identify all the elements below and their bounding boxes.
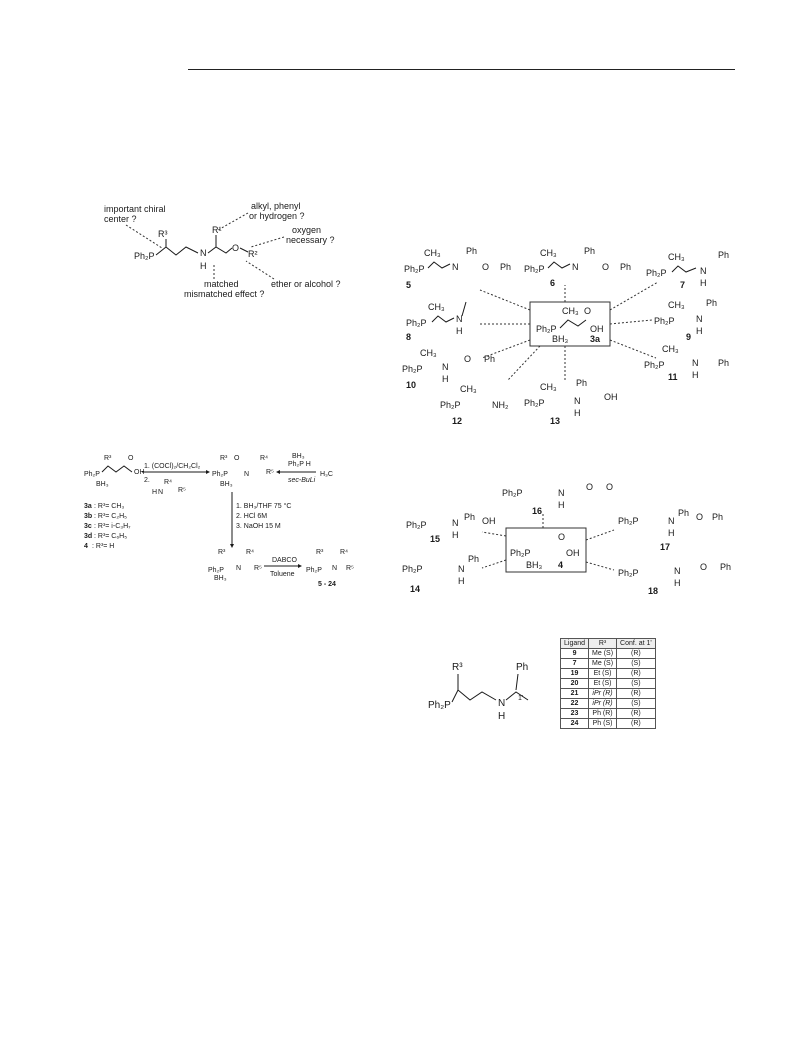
cell-ligand: 9 bbox=[561, 649, 589, 659]
col-r3: R³ bbox=[589, 639, 617, 649]
c6-ph2p: Ph₂P bbox=[524, 264, 545, 274]
c18-h: H bbox=[674, 578, 681, 588]
s3-amide-r4: R⁴ bbox=[260, 455, 269, 462]
compound-18: 18 bbox=[648, 586, 659, 596]
s3-prod-ph2p: Ph₂P bbox=[306, 567, 322, 574]
c6-ch3: CH₃ bbox=[540, 248, 557, 258]
c6-ph2: Ph bbox=[620, 262, 632, 272]
s3-h3c: H₃C bbox=[320, 471, 333, 478]
scheme-4-derivatives bbox=[398, 470, 758, 600]
table-row bbox=[561, 709, 656, 719]
legend-4-id: 4 bbox=[84, 543, 88, 550]
c13-ph2p: Ph₂P bbox=[524, 398, 545, 408]
s3-ab-r4: R⁴ bbox=[246, 549, 255, 556]
c16-n: N bbox=[558, 488, 565, 498]
c10-ch3: CH₃ bbox=[420, 348, 437, 358]
s3-step2: 2. bbox=[144, 477, 150, 484]
c14-h: H bbox=[458, 576, 465, 586]
scheme-ligand-structure bbox=[400, 656, 550, 726]
s3-prod-n: N bbox=[332, 565, 338, 572]
s5-pos: 1' bbox=[518, 695, 524, 702]
compound-8: 8 bbox=[406, 332, 412, 342]
c13-ph: Ph bbox=[576, 378, 588, 388]
s3-amide-r5: R⁵ bbox=[266, 469, 274, 476]
cell-ligand: 24 bbox=[561, 719, 589, 729]
table-row bbox=[561, 679, 656, 689]
legend-3b bbox=[84, 513, 127, 520]
c15-h: H bbox=[452, 530, 459, 540]
c14-ph2p: Ph₂P bbox=[402, 564, 423, 574]
c7-n: N bbox=[700, 266, 707, 276]
c11-ph2p: Ph₂P bbox=[644, 360, 665, 370]
table-row bbox=[561, 689, 656, 699]
c4-oh: OH bbox=[566, 548, 580, 558]
legend-3d-id: 3d bbox=[84, 533, 93, 540]
compound-10: 10 bbox=[406, 380, 417, 390]
s3-product-range: 5 - 24 bbox=[318, 581, 336, 588]
s3-bh3: BH₃ bbox=[96, 481, 109, 488]
table-row bbox=[561, 699, 656, 709]
c13-h: H bbox=[574, 408, 581, 418]
s3-amine-r5: R⁵ bbox=[178, 487, 186, 494]
c6-o: O bbox=[602, 262, 610, 272]
c5-o: O bbox=[482, 262, 490, 272]
header-rule bbox=[188, 69, 735, 70]
s3-ab-bh3: BH₃ bbox=[214, 575, 227, 582]
s3-borane: BH₃ bbox=[292, 453, 305, 460]
s5-h: H bbox=[498, 711, 506, 722]
s3-prod-r3: R³ bbox=[316, 549, 324, 556]
s5-ph2p: Ph₂P bbox=[428, 700, 451, 711]
atom-n: N bbox=[200, 248, 207, 258]
c8-ch3: CH₃ bbox=[428, 302, 445, 312]
c11-ch3: CH₃ bbox=[662, 344, 679, 354]
c5-n: N bbox=[452, 262, 459, 272]
c12-ch3: CH₃ bbox=[460, 384, 477, 394]
s3-r3: R³ bbox=[104, 455, 112, 462]
center-oh: OH bbox=[590, 324, 604, 334]
c4-ph2p: Ph₂P bbox=[510, 548, 531, 558]
cell-r3: Ph (R) bbox=[589, 709, 617, 719]
c9-ph2p: Ph₂P bbox=[654, 316, 675, 326]
cell-ligand: 21 bbox=[561, 689, 589, 699]
s3-amine-h: H bbox=[152, 489, 158, 496]
legend-3a-text: : R³= CH₃ bbox=[94, 503, 125, 510]
c13-n: N bbox=[574, 396, 581, 406]
s3-step1: 1. (COCl)₂/CH₂Cl₂ bbox=[144, 463, 201, 470]
s5-n: N bbox=[498, 698, 506, 709]
cell-r3: Me (S) bbox=[589, 659, 617, 669]
c14-n: N bbox=[458, 564, 465, 574]
c8-n: N bbox=[456, 314, 463, 324]
c11-n: N bbox=[692, 358, 699, 368]
ligand-table bbox=[560, 638, 656, 729]
c16-ph2p: Ph₂P bbox=[502, 488, 523, 498]
table-row bbox=[561, 719, 656, 729]
c4-bh3: BH₃ bbox=[526, 560, 543, 570]
s3-base: sec-BuLi bbox=[288, 477, 316, 484]
c10-ph2p: Ph₂P bbox=[402, 364, 423, 374]
c7-ph2p: Ph₂P bbox=[646, 268, 667, 278]
center-ch3: CH₃ bbox=[562, 306, 579, 316]
c17-ph: Ph bbox=[678, 508, 690, 518]
atom-r2: R² bbox=[248, 249, 258, 259]
s3-prod-r4: R⁴ bbox=[340, 549, 349, 556]
label-alkyl: alkyl, phenyl bbox=[251, 201, 301, 211]
cell-r3: Ph (S) bbox=[589, 719, 617, 729]
cell-r3: Et (S) bbox=[589, 679, 617, 689]
cell-r3: iPr (R) bbox=[589, 699, 617, 709]
cell-conf: (S) bbox=[617, 659, 656, 669]
label-alkyl-2: or hydrogen ? bbox=[249, 211, 305, 221]
c18-ph2p: Ph₂P bbox=[618, 568, 639, 578]
center-bh3: BH₃ bbox=[552, 334, 569, 344]
col-ligand: Ligand bbox=[561, 639, 589, 649]
s3-o: O bbox=[128, 455, 134, 462]
s3-reduction-3: 3. NaOH 15 M bbox=[236, 523, 281, 530]
c18-n: N bbox=[674, 566, 681, 576]
c7-ph: Ph bbox=[718, 250, 730, 260]
s3-phosphine: Ph₂P H bbox=[288, 461, 311, 468]
compound-12: 12 bbox=[452, 416, 463, 426]
legend-3a bbox=[84, 503, 124, 510]
c14-ph: Ph bbox=[468, 554, 480, 564]
c4-o: O bbox=[558, 532, 566, 542]
compound-6: 6 bbox=[550, 278, 556, 288]
c8-ph2p: Ph₂P bbox=[406, 318, 427, 328]
c5-ph: Ph bbox=[466, 246, 478, 256]
c10-h: H bbox=[442, 374, 449, 384]
s3-ab-n: N bbox=[236, 565, 242, 572]
compound-15: 15 bbox=[430, 534, 441, 544]
s3-ab-r5: R⁵ bbox=[254, 565, 262, 572]
atom-ph2p: Ph₂P bbox=[134, 251, 155, 261]
cell-r3: Et (S) bbox=[589, 669, 617, 679]
c17-ph2p: Ph₂P bbox=[618, 516, 639, 526]
s3-amide-o: O bbox=[234, 455, 240, 462]
c12-nh2: NH₂ bbox=[492, 400, 509, 410]
c12-ph2p: Ph₂P bbox=[440, 400, 461, 410]
legend-3d-text: : R³= C₆H₅ bbox=[94, 533, 128, 540]
scheme-ligand-design bbox=[96, 195, 356, 315]
c16-o2: O bbox=[606, 482, 614, 492]
c9-h: H bbox=[696, 326, 703, 336]
s3-reduction-2: 2. HCl 6M bbox=[236, 513, 268, 520]
c17-n: N bbox=[668, 516, 675, 526]
center-o: O bbox=[584, 306, 592, 316]
legend-4-text: : R³= H bbox=[92, 543, 115, 550]
compound-7: 7 bbox=[680, 280, 686, 290]
table-row bbox=[561, 669, 656, 679]
label-mismatched: mismatched effect ? bbox=[184, 289, 265, 299]
s3-amine-r4: R⁴ bbox=[164, 479, 173, 486]
s3-reduction-1: 1. BH₃/THF 75 °C bbox=[236, 503, 292, 510]
col-conf: Conf. at 1' bbox=[617, 639, 656, 649]
s3-amide-ph2p: Ph₂P bbox=[212, 471, 228, 478]
center-label-3a: 3a bbox=[590, 334, 601, 344]
c9-ch3: CH₃ bbox=[668, 300, 685, 310]
c18-ph: Ph bbox=[720, 562, 732, 572]
c17-ph2: Ph bbox=[712, 512, 724, 522]
c16-o1: O bbox=[586, 482, 594, 492]
cell-ligand: 19 bbox=[561, 669, 589, 679]
label-oxygen-2: necessary ? bbox=[286, 235, 335, 245]
label-chiral-center: important chiral bbox=[104, 204, 166, 214]
table-row bbox=[561, 659, 656, 669]
compound-5: 5 bbox=[406, 280, 412, 290]
c10-o: O bbox=[464, 354, 472, 364]
scheme-3a-derivatives bbox=[400, 240, 750, 430]
c10-n: N bbox=[442, 362, 449, 372]
legend-3a-id: 3a bbox=[84, 503, 92, 510]
c5-ph2p: Ph₂P bbox=[404, 264, 425, 274]
c18-o: O bbox=[700, 562, 708, 572]
c5-ch3: CH₃ bbox=[424, 248, 441, 258]
s3-prod-r5: R⁵ bbox=[346, 565, 354, 572]
compound-16: 16 bbox=[532, 506, 543, 516]
c15-n: N bbox=[452, 518, 459, 528]
s3-ph2p: Ph₂P bbox=[84, 471, 100, 478]
atom-r1: R¹ bbox=[212, 225, 222, 235]
cell-r3: iPr (R) bbox=[589, 689, 617, 699]
atom-h: H bbox=[200, 261, 207, 271]
c9-ph: Ph bbox=[706, 298, 718, 308]
cell-conf: (S) bbox=[617, 679, 656, 689]
label-chiral-center-2: center ? bbox=[104, 214, 137, 224]
label-oxygen: oxygen bbox=[292, 225, 322, 235]
cell-conf: (R) bbox=[617, 719, 656, 729]
compound-11: 11 bbox=[668, 372, 678, 382]
c8-h: H bbox=[456, 326, 463, 336]
c15-oh: OH bbox=[482, 516, 496, 526]
cell-conf: (S) bbox=[617, 699, 656, 709]
c17-o: O bbox=[696, 512, 704, 522]
c6-ph: Ph bbox=[584, 246, 596, 256]
c16-h: H bbox=[558, 500, 565, 510]
s3-amine-n: N bbox=[158, 489, 164, 496]
s5-r3: R³ bbox=[452, 662, 463, 673]
atom-o: O bbox=[232, 243, 240, 253]
cell-conf: (R) bbox=[617, 649, 656, 659]
legend-3c-id: 3c bbox=[84, 523, 92, 530]
atom-r3: R³ bbox=[158, 229, 168, 239]
compound-13: 13 bbox=[550, 416, 561, 426]
c7-ch3: CH₃ bbox=[668, 252, 685, 262]
s3-amide-n: N bbox=[244, 471, 250, 478]
cell-ligand: 23 bbox=[561, 709, 589, 719]
c17-h: H bbox=[668, 528, 675, 538]
c4-label: 4 bbox=[558, 560, 564, 570]
cell-ligand: 22 bbox=[561, 699, 589, 709]
c9-n: N bbox=[696, 314, 703, 324]
compound-14: 14 bbox=[410, 584, 421, 594]
c15-ph2p: Ph₂P bbox=[406, 520, 427, 530]
s5-ph: Ph bbox=[516, 662, 529, 673]
c7-h: H bbox=[700, 278, 707, 288]
s3-ab-ph2p: Ph₂P bbox=[208, 567, 224, 574]
label-matched: matched bbox=[204, 279, 239, 289]
legend-3c-text: : R³= i-C₃H₇ bbox=[94, 523, 131, 530]
c6-n: N bbox=[572, 262, 579, 272]
legend-3d bbox=[84, 533, 127, 540]
legend-4 bbox=[84, 543, 114, 550]
s3-amide-r3: R³ bbox=[220, 455, 228, 462]
c5-ph2: Ph bbox=[500, 262, 512, 272]
center-ph2p: Ph₂P bbox=[536, 324, 557, 334]
s3-toluene: Toluene bbox=[270, 571, 295, 578]
s3-dabco: DABCO bbox=[272, 557, 297, 564]
legend-3b-id: 3b bbox=[84, 513, 93, 520]
cell-conf: (R) bbox=[617, 689, 656, 699]
table-header-row bbox=[561, 639, 656, 649]
c11-h: H bbox=[692, 370, 699, 380]
compound-17: 17 bbox=[660, 542, 671, 552]
c13-ch3: CH₃ bbox=[540, 382, 557, 392]
label-ether: ether or alcohol ? bbox=[271, 279, 341, 289]
s3-amide-bh3: BH₃ bbox=[220, 481, 233, 488]
cell-conf: (R) bbox=[617, 709, 656, 719]
s3-oh: OH bbox=[134, 469, 145, 476]
scheme-synthesis bbox=[84, 448, 354, 588]
compound-9: 9 bbox=[686, 332, 692, 342]
legend-3c bbox=[84, 523, 131, 530]
cell-ligand: 7 bbox=[561, 659, 589, 669]
cell-r3: Me (S) bbox=[589, 649, 617, 659]
legend-3b-text: : R³= C₂H₅ bbox=[94, 513, 127, 520]
s3-ab-r3: R³ bbox=[218, 549, 226, 556]
c15-ph: Ph bbox=[464, 512, 476, 522]
cell-ligand: 20 bbox=[561, 679, 589, 689]
c13-oh: OH bbox=[604, 392, 618, 402]
c11-ph: Ph bbox=[718, 358, 730, 368]
cell-conf: (R) bbox=[617, 669, 656, 679]
c10-ph: Ph bbox=[484, 354, 496, 364]
table-row bbox=[561, 649, 656, 659]
